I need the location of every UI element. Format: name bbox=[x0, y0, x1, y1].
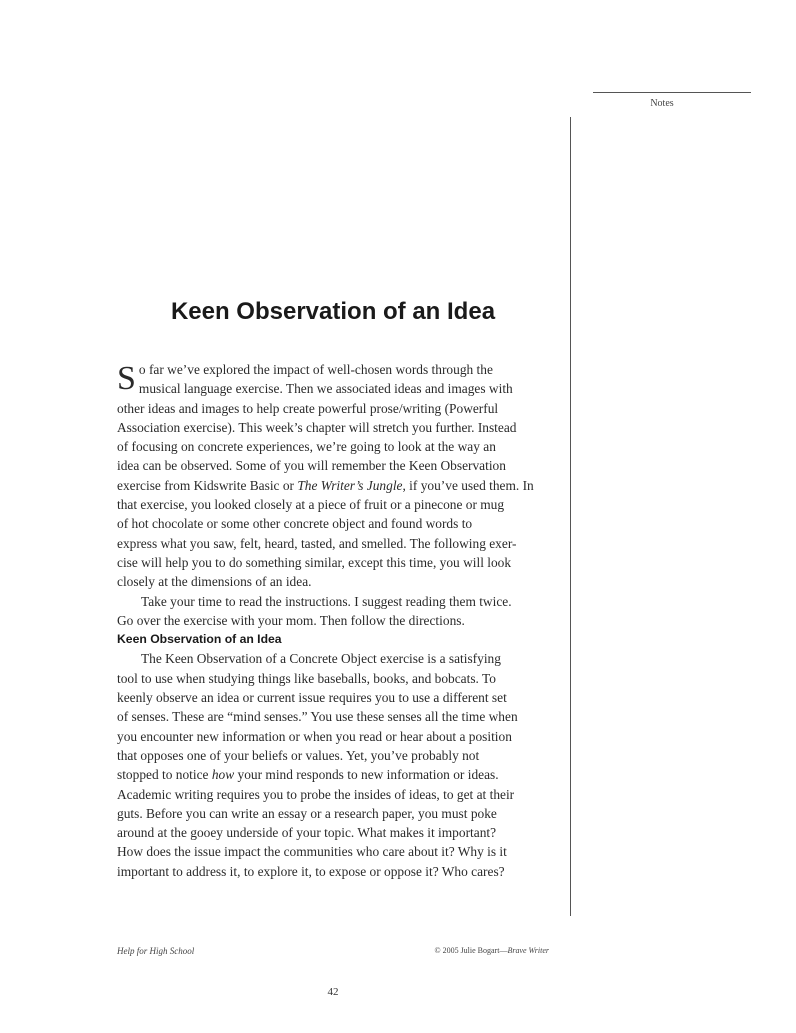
intro-line-10: express what you saw, felt, heard, tasted, and smelled. The following exer- bbox=[117, 535, 517, 551]
intro-line-7-start: exercise from Kidswrite Basic or bbox=[117, 477, 298, 493]
page-title: Keen Observation of an Idea bbox=[170, 298, 496, 325]
section-line-4: of senses. These are “mind senses.” You use these senses all the time when bbox=[117, 709, 518, 725]
margin-divider bbox=[570, 117, 571, 916]
section-line-2: tool to use when studying things like baseballs, books, and bobcats. To bbox=[117, 670, 496, 686]
emphasis-how: how bbox=[211, 767, 235, 783]
section-line-11: How does the issue impact the communities who care about it? Why is it bbox=[117, 844, 507, 860]
section-line-6: that opposes one of your beliefs or values. Yet, you’ve probably not bbox=[117, 747, 480, 763]
instructions-line-1: Take your time to read the instructions. I suggest reading them twice. bbox=[141, 593, 512, 609]
section-line-9: guts. Before you can write an essay or a research paper, you must poke bbox=[117, 805, 497, 821]
body-text bbox=[117, 360, 549, 881]
footer-copyright-text: © 2005 Julie Bogart— bbox=[434, 946, 508, 955]
section-line-8: Academic writing requires you to probe the insides of ideas, to get at their bbox=[117, 786, 515, 802]
instructions-line-2: Go over the exercise with your mom. Then follow the directions. bbox=[117, 612, 465, 628]
intro-line-6: idea can be observed. Some of you will remember the Keen Observation bbox=[117, 458, 506, 474]
drop-cap: S bbox=[117, 360, 136, 397]
section-line-1: The Keen Observation of a Concrete Object exercise is a satisfying bbox=[141, 651, 501, 667]
intro-line-2: musical language exercise. Then we associated ideas and images with bbox=[138, 381, 513, 397]
section-line-5: you encounter new information or when you read or hear about a position bbox=[117, 728, 512, 744]
section-line-7-start: stopped to notice bbox=[117, 767, 212, 783]
book-title-writers-jungle: The Writer’s Jungle bbox=[297, 477, 403, 493]
page-number: 42 bbox=[327, 986, 339, 998]
notes-label: Notes bbox=[650, 98, 674, 109]
footer-brand: Brave Writer bbox=[507, 946, 549, 955]
intro-line-7 bbox=[117, 476, 549, 495]
footer-book-title: Help for High School bbox=[117, 946, 195, 956]
section-line-7 bbox=[117, 765, 549, 784]
section-line-3: keenly observe an idea or current issue requires you to use a different set bbox=[117, 690, 507, 706]
intro-line-12: closely at the dimensions of an idea. bbox=[117, 574, 312, 590]
section-line-12: important to address it, to explore it, to expose or oppose it? Who cares? bbox=[117, 863, 505, 879]
footer-copyright bbox=[379, 946, 549, 955]
section-heading: Keen Observation of an Idea bbox=[117, 632, 282, 647]
intro-line-11: cise will help you to do something similar, except this time, you will look bbox=[117, 554, 512, 570]
intro-line-9: of hot chocolate or some other concrete object and found words to bbox=[117, 516, 473, 532]
section-line-7-end: your mind responds to new information or ideas. bbox=[234, 767, 499, 783]
intro-line-8: that exercise, you looked closely at a piece of fruit or a pinecone or mug bbox=[117, 497, 505, 513]
intro-line-3: other ideas and images to help create powerful prose/writing (Powerful bbox=[117, 400, 499, 416]
intro-line-1: o far we’ve explored the impact of well-chosen words through the bbox=[138, 362, 493, 377]
intro-line-5: of focusing on concrete experiences, we’re going to look at the way an bbox=[117, 439, 496, 455]
notes-rule bbox=[593, 92, 751, 93]
section-line-10: around at the gooey underside of your topic. What makes it important? bbox=[117, 825, 497, 841]
intro-line-4: Association exercise). This week’s chapter will stretch you further. Instead bbox=[117, 419, 517, 435]
intro-line-7-end: , if you’ve used them. In bbox=[402, 477, 534, 493]
